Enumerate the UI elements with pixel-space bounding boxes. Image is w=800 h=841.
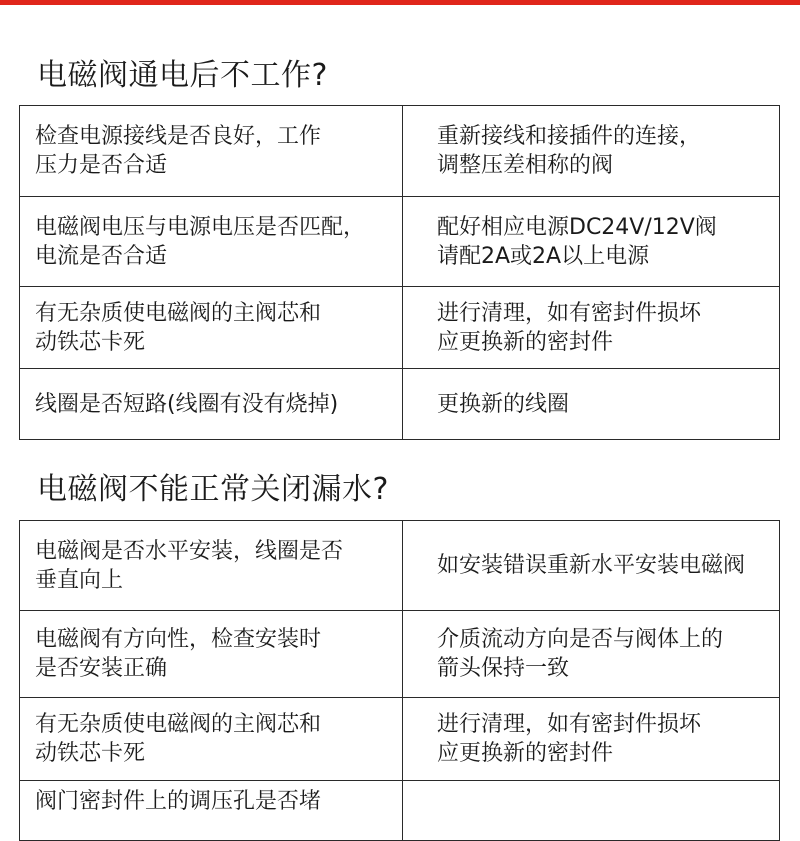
cause-text: 阀门密封件上的调压孔是否堵	[35, 789, 322, 814]
cause-text: 有无杂质使电磁阀的主阀芯和 动铁芯卡死	[35, 300, 322, 355]
fix-cell	[403, 197, 780, 287]
table-row	[20, 521, 780, 611]
cause-cell	[20, 287, 403, 369]
fix-cell	[403, 287, 780, 369]
cause-cell	[20, 611, 403, 698]
cause-cell	[20, 698, 403, 781]
section-title-not-working: 电磁阀通电后不工作?	[37, 58, 328, 93]
troubleshooting-table-not-working	[19, 105, 780, 440]
table-row	[20, 611, 780, 698]
section-title-leaking: 电磁阀不能正常关闭漏水?	[37, 472, 389, 507]
cause-text: 检查电源接线是否良好，工作 压力是否合适	[35, 124, 322, 178]
fix-cell	[403, 781, 780, 841]
fix-text: 进行清理，如有密封件损坏 应更换新的密封件	[437, 300, 702, 355]
fix-cell	[403, 698, 780, 781]
cause-cell	[20, 197, 403, 287]
cause-cell	[20, 781, 403, 841]
fix-text: 配好相应电源DC24V/12V阀 请配2A或2A以上电源	[437, 214, 717, 269]
fix-text: 进行清理，如有密封件损坏 应更换新的密封件	[437, 712, 702, 766]
cause-text: 电磁阀有方向性，检查安装时 是否安装正确	[35, 627, 322, 681]
fix-text: 重新接线和接插件的连接， 调整压差相称的阀	[437, 124, 702, 178]
table-row	[20, 369, 780, 440]
fix-cell	[403, 611, 780, 698]
fix-text: 介质流动方向是否与阀体上的 箭头保持一致	[437, 627, 724, 681]
fix-cell	[403, 106, 780, 197]
cause-cell	[20, 106, 403, 197]
fix-text: 更换新的线圈	[437, 391, 570, 417]
fix-cell	[403, 369, 780, 440]
cause-text: 电磁阀是否水平安装，线圈是否 垂直向上	[35, 538, 344, 593]
fix-cell	[403, 521, 780, 611]
cause-text: 线圈是否短路(线圈有没有烧掉)	[35, 391, 339, 417]
table-row	[20, 287, 780, 369]
cause-text: 有无杂质使电磁阀的主阀芯和 动铁芯卡死	[35, 712, 322, 766]
top-accent-bar	[0, 0, 800, 5]
cause-text: 电磁阀电压与电源电压是否匹配， 电流是否合适	[35, 214, 366, 269]
table-row	[20, 781, 780, 841]
troubleshooting-table-leaking	[19, 520, 780, 841]
table-row	[20, 106, 780, 197]
cause-cell	[20, 369, 403, 440]
fix-text: 如安装错误重新水平安装电磁阀	[437, 553, 746, 578]
table-row	[20, 197, 780, 287]
table-row	[20, 698, 780, 781]
cause-cell	[20, 521, 403, 611]
